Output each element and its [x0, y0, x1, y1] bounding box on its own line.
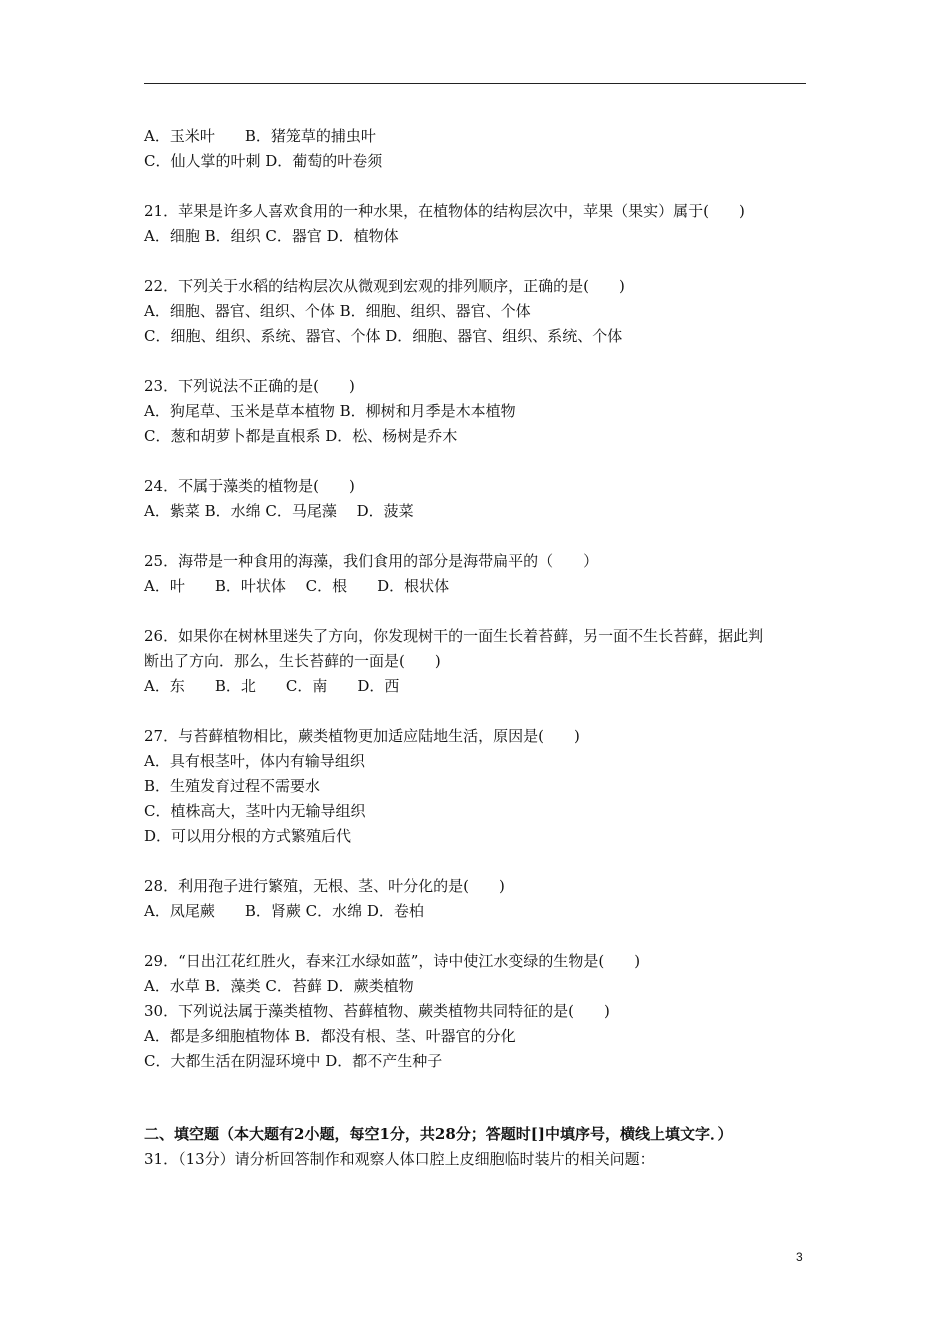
option-line: A．细胞、器官、组织、个体 B．细胞、组织、器官、个体 — [144, 302, 531, 320]
option-line: C．葱和胡萝卜都是直根系 D．松、杨树是乔木 — [144, 427, 458, 445]
question-stem: 30．下列说法属于藻类植物、苔藓植物、蕨类植物共同特征的是( ) — [144, 1002, 610, 1020]
question-stem: 29．“日出江花红胜火，春来江水绿如蓝”，诗中使江水变绿的生物是( ) — [144, 952, 641, 970]
page-content — [144, 124, 814, 1172]
question-stem: 25．海带是一种食用的海藻，我们食用的部分是海带扁平的（ ） — [144, 552, 599, 570]
option-line: A．细胞 B．组织 C．器官 D．植物体 — [144, 227, 399, 245]
option-line: A．东 B．北 C．南 D．西 — [144, 677, 400, 695]
question-stem: 24．不属于藻类的植物是( ) — [144, 477, 355, 495]
question-stem: 22．下列关于水稻的结构层次从微观到宏观的排列顺序，正确的是( ) — [144, 277, 625, 295]
option-line: A．玉米叶 B．猪笼草的捕虫叶 — [144, 127, 376, 145]
option-line: A．叶 B．叶状体 C．根 D．根状体 — [144, 577, 450, 595]
option-line: C．大都生活在阴湿环境中 D．都不产生种子 — [144, 1052, 443, 1070]
question-stem: 31．（13分）请分析回答制作和观察人体口腔上皮细胞临时装片的相关问题： — [144, 1150, 655, 1168]
option-line: C．植株高大，茎叶内无输导组织 — [144, 802, 366, 820]
option-line: A．水草 B．藻类 C．苔藓 D．蕨类植物 — [144, 977, 414, 995]
question-stem: 27．与苔藓植物相比，蕨类植物更加适应陆地生活，原因是( ) — [144, 727, 580, 745]
section-title: 二、填空题（本大题有2小题，每空1分，共28分；答题时[]中填序号，横线上填文字．） — [144, 1125, 733, 1143]
option-line: C．仙人掌的叶刺 D．葡萄的叶卷须 — [144, 152, 383, 170]
question-stem: 21．苹果是许多人喜欢食用的一种水果，在植物体的结构层次中，苹果（果实）属于( ) — [144, 202, 745, 220]
option-line: A．都是多细胞植物体 B．都没有根、茎、叶器官的分化 — [144, 1027, 516, 1045]
option-line: A．凤尾蕨 B．肾蕨 C．水绵 D．卷柏 — [144, 902, 424, 920]
question-stem: 26．如果你在树林里迷失了方向，你发现树干的一面生长着苔藓，另一面不生长苔藓，据此判 — [144, 627, 764, 645]
option-line: A．具有根茎叶，体内有输导组织 — [144, 752, 365, 770]
question-stem: 28．利用孢子进行繁殖，无根、茎、叶分化的是( ) — [144, 877, 505, 895]
header-rule — [144, 83, 806, 84]
option-line: D．可以用分根的方式繁殖后代 — [144, 827, 352, 845]
question-stem: 断出了方向．那么，生长苔藓的一面是( ) — [144, 652, 441, 670]
option-line: B．生殖发育过程不需要水 — [144, 777, 321, 795]
option-line: A．狗尾草、玉米是草本植物 B．柳树和月季是木本植物 — [144, 402, 516, 420]
option-line: A．紫菜 B．水绵 C．马尾藻 D．菠菜 — [144, 502, 414, 520]
page-number: 3 — [796, 1250, 803, 1264]
option-line: C．细胞、组织、系统、器官、个体 D．细胞、器官、组织、系统、个体 — [144, 327, 623, 345]
question-stem: 23．下列说法不正确的是( ) — [144, 377, 355, 395]
